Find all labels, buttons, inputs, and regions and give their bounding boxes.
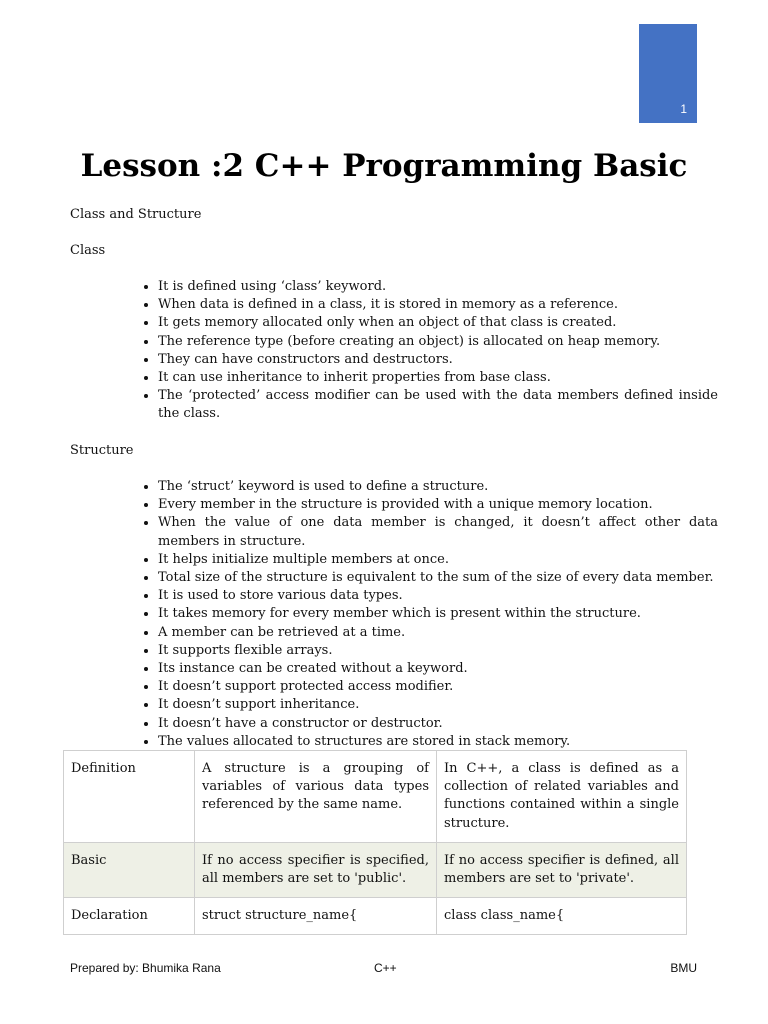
list-item: • It takes memory for every member which is present within the structure. [158,605,718,623]
page-number: 1 [680,102,687,116]
table-cell: If no access specifier is defined, all members are set to 'private'. [437,842,687,897]
table-cell: Basic [64,842,195,897]
page-title: Lesson :2 C++ Programming Basic [80,148,688,184]
footer-institution: BMU [670,961,697,975]
list-item: • When the value of one data member is changed, it doesn’t affect other data members in structure. [158,514,718,550]
table-cell: A structure is a grouping of variables of various data types referenced by the same name. [195,751,437,843]
section-heading: Class and Structure [70,207,202,222]
list-item: • It doesn’t support protected access modifier. [158,678,718,696]
table-cell: struct structure_name{ [195,898,437,935]
table-cell: In C++, a class is defined as a collection of related variables and functions contained within a single structure. [437,751,687,843]
list-item: • They can have constructors and destructors. [158,351,718,369]
class-label: Class [70,243,106,258]
list-item: • It helps initialize multiple members at once. [158,551,718,569]
list-item: • It is defined using ‘class’ keyword. [158,278,718,296]
list-item: • It doesn’t have a constructor or destructor. [158,715,718,733]
structure-label: Structure [70,443,134,458]
table-row [64,842,687,897]
list-item: • It gets memory allocated only when an object of that class is created. [158,314,718,332]
table-row [64,751,687,843]
table-cell: Declaration [64,898,195,935]
page-number-tab [639,24,697,123]
list-item: • The ‘protected’ access modifier can be used with the data members defined inside the class. [158,387,718,423]
table-row [64,898,687,935]
list-item: • The ‘struct’ keyword is used to define a structure. [158,478,718,496]
structure-bullet-list [137,478,718,751]
footer-author: Prepared by: Bhumika Rana [70,961,221,975]
list-item: • Every member in the structure is provided with a unique memory location. [158,496,718,514]
comparison-table [63,750,687,935]
class-bullet-list [137,278,718,424]
list-item: • Its instance can be created without a keyword. [158,660,718,678]
list-item: • The reference type (before creating an object) is allocated on heap memory. [158,333,718,351]
table-cell: class class_name{ [437,898,687,935]
footer-subject: C++ [374,961,397,975]
list-item: • It is used to store various data types. [158,587,718,605]
list-item: • It supports flexible arrays. [158,642,718,660]
list-item: • Total size of the structure is equivalent to the sum of the size of every data member. [158,569,718,587]
list-item: • The values allocated to structures are stored in stack memory. [158,733,718,751]
table-cell: Definition [64,751,195,843]
list-item: • It can use inheritance to inherit properties from base class. [158,369,718,387]
list-item: • When data is defined in a class, it is stored in memory as a reference. [158,296,718,314]
list-item: • It doesn’t support inheritance. [158,696,718,714]
table-cell: If no access specifier is specified, all members are set to 'public'. [195,842,437,897]
list-item: • A member can be retrieved at a time. [158,624,718,642]
